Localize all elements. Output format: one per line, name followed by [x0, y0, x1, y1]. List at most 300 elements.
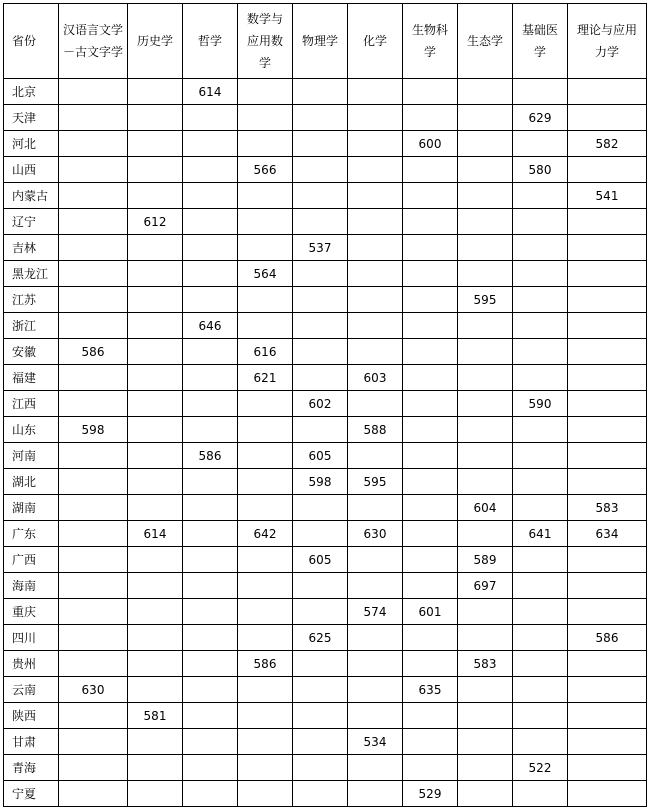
score-cell: [183, 105, 238, 131]
score-cell: [238, 391, 293, 417]
score-cell: 586: [183, 443, 238, 469]
score-cell: [568, 391, 647, 417]
table-row: [4, 547, 647, 573]
score-cell: [458, 261, 513, 287]
score-cell: [458, 79, 513, 105]
score-cell: 612: [128, 209, 183, 235]
score-cell: 605: [293, 547, 348, 573]
score-cell: [403, 417, 458, 443]
score-cell: [568, 339, 647, 365]
score-cell: [513, 443, 568, 469]
score-cell: [513, 599, 568, 625]
score-cell: [458, 443, 513, 469]
score-cell: [403, 443, 458, 469]
score-cell: [59, 521, 128, 547]
score-cell: [513, 651, 568, 677]
province-cell: 江苏: [4, 287, 59, 313]
province-cell: 湖南: [4, 495, 59, 521]
score-cell: [183, 781, 238, 807]
header-ecology: 生态学: [458, 4, 513, 79]
score-cell: [183, 183, 238, 209]
score-cell: [293, 495, 348, 521]
score-cell: [458, 339, 513, 365]
score-cell: [568, 547, 647, 573]
score-cell: [238, 547, 293, 573]
score-cell: [348, 157, 403, 183]
score-cell: [458, 729, 513, 755]
score-cell: [128, 391, 183, 417]
score-cell: [568, 235, 647, 261]
header-biology: 生物科学: [403, 4, 458, 79]
score-cell: [513, 625, 568, 651]
score-cell: [128, 183, 183, 209]
score-cell: [403, 287, 458, 313]
score-cell: 564: [238, 261, 293, 287]
score-cell: [238, 287, 293, 313]
score-cell: [348, 495, 403, 521]
score-cell: [513, 729, 568, 755]
province-cell: 甘肃: [4, 729, 59, 755]
score-cell: [59, 79, 128, 105]
score-cell: 635: [403, 677, 458, 703]
province-cell: 四川: [4, 625, 59, 651]
score-cell: [293, 651, 348, 677]
score-cell: [403, 703, 458, 729]
score-cell: [183, 131, 238, 157]
score-cell: [568, 157, 647, 183]
score-cell: [348, 261, 403, 287]
score-cell: 581: [128, 703, 183, 729]
table-row: [4, 391, 647, 417]
header-physics: 物理学: [293, 4, 348, 79]
score-cell: [568, 729, 647, 755]
score-cell: [59, 495, 128, 521]
score-cell: 574: [348, 599, 403, 625]
table-row: [4, 521, 647, 547]
province-cell: 山西: [4, 157, 59, 183]
score-cell: [128, 573, 183, 599]
header-mechanics: 理论与应用力学: [568, 4, 647, 79]
score-cell: [128, 417, 183, 443]
score-cell: [59, 469, 128, 495]
score-cell: [238, 469, 293, 495]
score-cell: [59, 183, 128, 209]
score-cell: [348, 287, 403, 313]
score-cell: [293, 313, 348, 339]
table-row: [4, 469, 647, 495]
score-cell: [238, 131, 293, 157]
score-cell: [348, 79, 403, 105]
score-cell: [458, 365, 513, 391]
score-cell: [348, 391, 403, 417]
score-cell: 629: [513, 105, 568, 131]
score-cell: [128, 651, 183, 677]
table-row: [4, 287, 647, 313]
score-cell: [348, 547, 403, 573]
score-cell: [458, 235, 513, 261]
score-cell: [238, 183, 293, 209]
header-row: [4, 4, 647, 79]
score-cell: [458, 755, 513, 781]
table-row: [4, 729, 647, 755]
score-cell: [403, 235, 458, 261]
score-cell: [568, 261, 647, 287]
score-cell: [568, 417, 647, 443]
score-cell: [403, 625, 458, 651]
score-cell: 630: [59, 677, 128, 703]
score-cell: [403, 755, 458, 781]
score-cell: [59, 131, 128, 157]
score-cell: [59, 573, 128, 599]
table-header: [4, 4, 647, 79]
header-chemistry: 化学: [348, 4, 403, 79]
score-cell: [128, 365, 183, 391]
score-cell: 595: [458, 287, 513, 313]
score-cell: [59, 651, 128, 677]
score-cell: [238, 105, 293, 131]
table-row: [4, 495, 647, 521]
score-cell: 580: [513, 157, 568, 183]
score-cell: [128, 755, 183, 781]
score-cell: [513, 261, 568, 287]
score-cell: [128, 625, 183, 651]
score-cell: 642: [238, 521, 293, 547]
score-cell: [513, 417, 568, 443]
score-cell: [458, 599, 513, 625]
score-cell: [513, 677, 568, 703]
score-cell: [403, 183, 458, 209]
score-cell: [513, 365, 568, 391]
score-cell: [568, 443, 647, 469]
score-cell: [403, 495, 458, 521]
score-cell: [183, 677, 238, 703]
table-row: [4, 443, 647, 469]
score-cell: [59, 105, 128, 131]
score-cell: [238, 755, 293, 781]
score-cell: [183, 521, 238, 547]
score-cell: [128, 157, 183, 183]
score-cell: [183, 547, 238, 573]
score-cell: [513, 131, 568, 157]
score-cell: [59, 625, 128, 651]
score-cell: [568, 755, 647, 781]
score-cell: [458, 781, 513, 807]
score-cell: [458, 677, 513, 703]
score-cell: [348, 651, 403, 677]
score-cell: [403, 365, 458, 391]
score-cell: [513, 339, 568, 365]
score-cell: [513, 313, 568, 339]
score-cell: [568, 651, 647, 677]
table-row: [4, 365, 647, 391]
score-cell: [238, 781, 293, 807]
score-cell: 646: [183, 313, 238, 339]
province-cell: 湖北: [4, 469, 59, 495]
score-cell: [403, 651, 458, 677]
score-cell: 641: [513, 521, 568, 547]
score-cell: [183, 729, 238, 755]
header-mathematics: 数学与应用数学: [238, 4, 293, 79]
score-cell: [183, 599, 238, 625]
score-cell: [128, 339, 183, 365]
score-cell: [513, 495, 568, 521]
score-cell: [348, 573, 403, 599]
score-cell: [568, 781, 647, 807]
score-cell: [348, 755, 403, 781]
table-row: [4, 677, 647, 703]
score-cell: [403, 521, 458, 547]
score-cell: [183, 339, 238, 365]
table-row: [4, 625, 647, 651]
table-row: [4, 573, 647, 599]
score-cell: 583: [568, 495, 647, 521]
score-cell: [183, 417, 238, 443]
score-cell: [513, 235, 568, 261]
table-body: [4, 79, 647, 807]
province-cell: 吉林: [4, 235, 59, 261]
province-cell: 重庆: [4, 599, 59, 625]
score-cell: 586: [238, 651, 293, 677]
score-cell: [183, 651, 238, 677]
table-row: [4, 781, 647, 807]
score-table: [3, 3, 647, 807]
score-cell: [128, 599, 183, 625]
province-cell: 内蒙古: [4, 183, 59, 209]
score-cell: 541: [568, 183, 647, 209]
score-cell: [293, 287, 348, 313]
score-cell: [513, 183, 568, 209]
score-cell: [293, 521, 348, 547]
score-cell: [59, 729, 128, 755]
score-cell: [59, 755, 128, 781]
score-cell: [348, 339, 403, 365]
score-cell: [458, 313, 513, 339]
score-cell: [128, 131, 183, 157]
score-cell: [183, 365, 238, 391]
score-cell: 586: [59, 339, 128, 365]
score-cell: [458, 209, 513, 235]
score-cell: [128, 79, 183, 105]
score-cell: [293, 755, 348, 781]
score-cell: [238, 625, 293, 651]
score-cell: [403, 573, 458, 599]
score-cell: [568, 209, 647, 235]
score-cell: 582: [568, 131, 647, 157]
score-cell: [238, 599, 293, 625]
score-cell: [183, 703, 238, 729]
score-cell: [238, 729, 293, 755]
province-cell: 宁夏: [4, 781, 59, 807]
score-cell: [568, 79, 647, 105]
score-cell: [348, 235, 403, 261]
score-cell: [293, 599, 348, 625]
score-cell: 604: [458, 495, 513, 521]
score-cell: [403, 157, 458, 183]
score-cell: [293, 339, 348, 365]
score-cell: [293, 183, 348, 209]
table-row: [4, 235, 647, 261]
score-cell: [128, 781, 183, 807]
score-cell: [568, 599, 647, 625]
header-philosophy: 哲学: [183, 4, 238, 79]
score-cell: [513, 287, 568, 313]
score-cell: [513, 209, 568, 235]
table-row: [4, 131, 647, 157]
score-cell: [59, 287, 128, 313]
province-cell: 广东: [4, 521, 59, 547]
score-cell: [293, 365, 348, 391]
score-cell: [128, 677, 183, 703]
score-cell: [59, 365, 128, 391]
province-cell: 青海: [4, 755, 59, 781]
score-cell: 522: [513, 755, 568, 781]
score-cell: 588: [348, 417, 403, 443]
score-cell: [59, 443, 128, 469]
score-cell: 534: [348, 729, 403, 755]
table-row: [4, 599, 647, 625]
score-cell: [238, 573, 293, 599]
score-cell: [183, 495, 238, 521]
score-cell: [403, 729, 458, 755]
province-cell: 河北: [4, 131, 59, 157]
province-cell: 河南: [4, 443, 59, 469]
score-cell: [293, 417, 348, 443]
header-chinese-paleography: 汉语言文学－古文字学: [59, 4, 128, 79]
score-cell: [568, 677, 647, 703]
score-cell: [293, 261, 348, 287]
table-row: [4, 261, 647, 287]
score-cell: 589: [458, 547, 513, 573]
score-cell: [293, 573, 348, 599]
score-cell: [403, 391, 458, 417]
score-cell: [128, 495, 183, 521]
province-cell: 贵州: [4, 651, 59, 677]
score-cell: [348, 677, 403, 703]
score-cell: 595: [348, 469, 403, 495]
score-cell: 603: [348, 365, 403, 391]
score-cell: [348, 313, 403, 339]
table-row: [4, 209, 647, 235]
score-cell: 598: [59, 417, 128, 443]
score-cell: [183, 287, 238, 313]
score-cell: 634: [568, 521, 647, 547]
score-cell: [128, 287, 183, 313]
score-cell: [128, 235, 183, 261]
table-row: [4, 183, 647, 209]
province-cell: 广西: [4, 547, 59, 573]
score-cell: [59, 599, 128, 625]
score-cell: [403, 339, 458, 365]
score-cell: 614: [128, 521, 183, 547]
score-cell: [238, 79, 293, 105]
table-row: [4, 157, 647, 183]
score-cell: [183, 755, 238, 781]
score-cell: [128, 261, 183, 287]
score-cell: [293, 105, 348, 131]
score-cell: [403, 547, 458, 573]
score-cell: 590: [513, 391, 568, 417]
score-cell: [238, 209, 293, 235]
score-cell: [513, 703, 568, 729]
score-cell: 602: [293, 391, 348, 417]
score-cell: [348, 183, 403, 209]
score-table-container: [3, 3, 647, 807]
score-cell: [458, 183, 513, 209]
header-basic-medicine: 基础医学: [513, 4, 568, 79]
score-cell: [59, 157, 128, 183]
score-cell: [513, 469, 568, 495]
province-cell: 云南: [4, 677, 59, 703]
table-row: [4, 417, 647, 443]
score-cell: [348, 131, 403, 157]
province-cell: 安徽: [4, 339, 59, 365]
score-cell: 600: [403, 131, 458, 157]
province-cell: 北京: [4, 79, 59, 105]
score-cell: [568, 573, 647, 599]
score-cell: [293, 729, 348, 755]
score-cell: 697: [458, 573, 513, 599]
score-cell: 614: [183, 79, 238, 105]
score-cell: 529: [403, 781, 458, 807]
score-cell: [348, 781, 403, 807]
score-cell: 621: [238, 365, 293, 391]
score-cell: [458, 391, 513, 417]
score-cell: [348, 209, 403, 235]
province-cell: 黑龙江: [4, 261, 59, 287]
score-cell: [128, 729, 183, 755]
score-cell: [128, 443, 183, 469]
score-cell: [403, 105, 458, 131]
score-cell: [183, 235, 238, 261]
score-cell: [59, 547, 128, 573]
score-cell: 625: [293, 625, 348, 651]
table-row: [4, 105, 647, 131]
score-cell: [458, 157, 513, 183]
header-province: 省份: [4, 4, 59, 79]
score-cell: [568, 365, 647, 391]
score-cell: [183, 469, 238, 495]
score-cell: [59, 261, 128, 287]
table-row: [4, 313, 647, 339]
score-cell: [568, 703, 647, 729]
score-cell: [458, 131, 513, 157]
score-cell: [128, 105, 183, 131]
score-cell: [403, 261, 458, 287]
score-cell: [238, 703, 293, 729]
score-cell: [513, 781, 568, 807]
score-cell: [59, 235, 128, 261]
score-cell: [183, 157, 238, 183]
table-row: [4, 339, 647, 365]
score-cell: [458, 105, 513, 131]
score-cell: [183, 573, 238, 599]
score-cell: [238, 495, 293, 521]
province-cell: 海南: [4, 573, 59, 599]
score-cell: 537: [293, 235, 348, 261]
score-cell: [128, 313, 183, 339]
score-cell: [403, 469, 458, 495]
score-cell: [293, 209, 348, 235]
score-cell: [238, 443, 293, 469]
score-cell: [183, 261, 238, 287]
score-cell: [403, 79, 458, 105]
score-cell: [458, 625, 513, 651]
score-cell: [59, 313, 128, 339]
score-cell: [59, 391, 128, 417]
score-cell: [293, 131, 348, 157]
score-cell: 586: [568, 625, 647, 651]
province-cell: 山东: [4, 417, 59, 443]
